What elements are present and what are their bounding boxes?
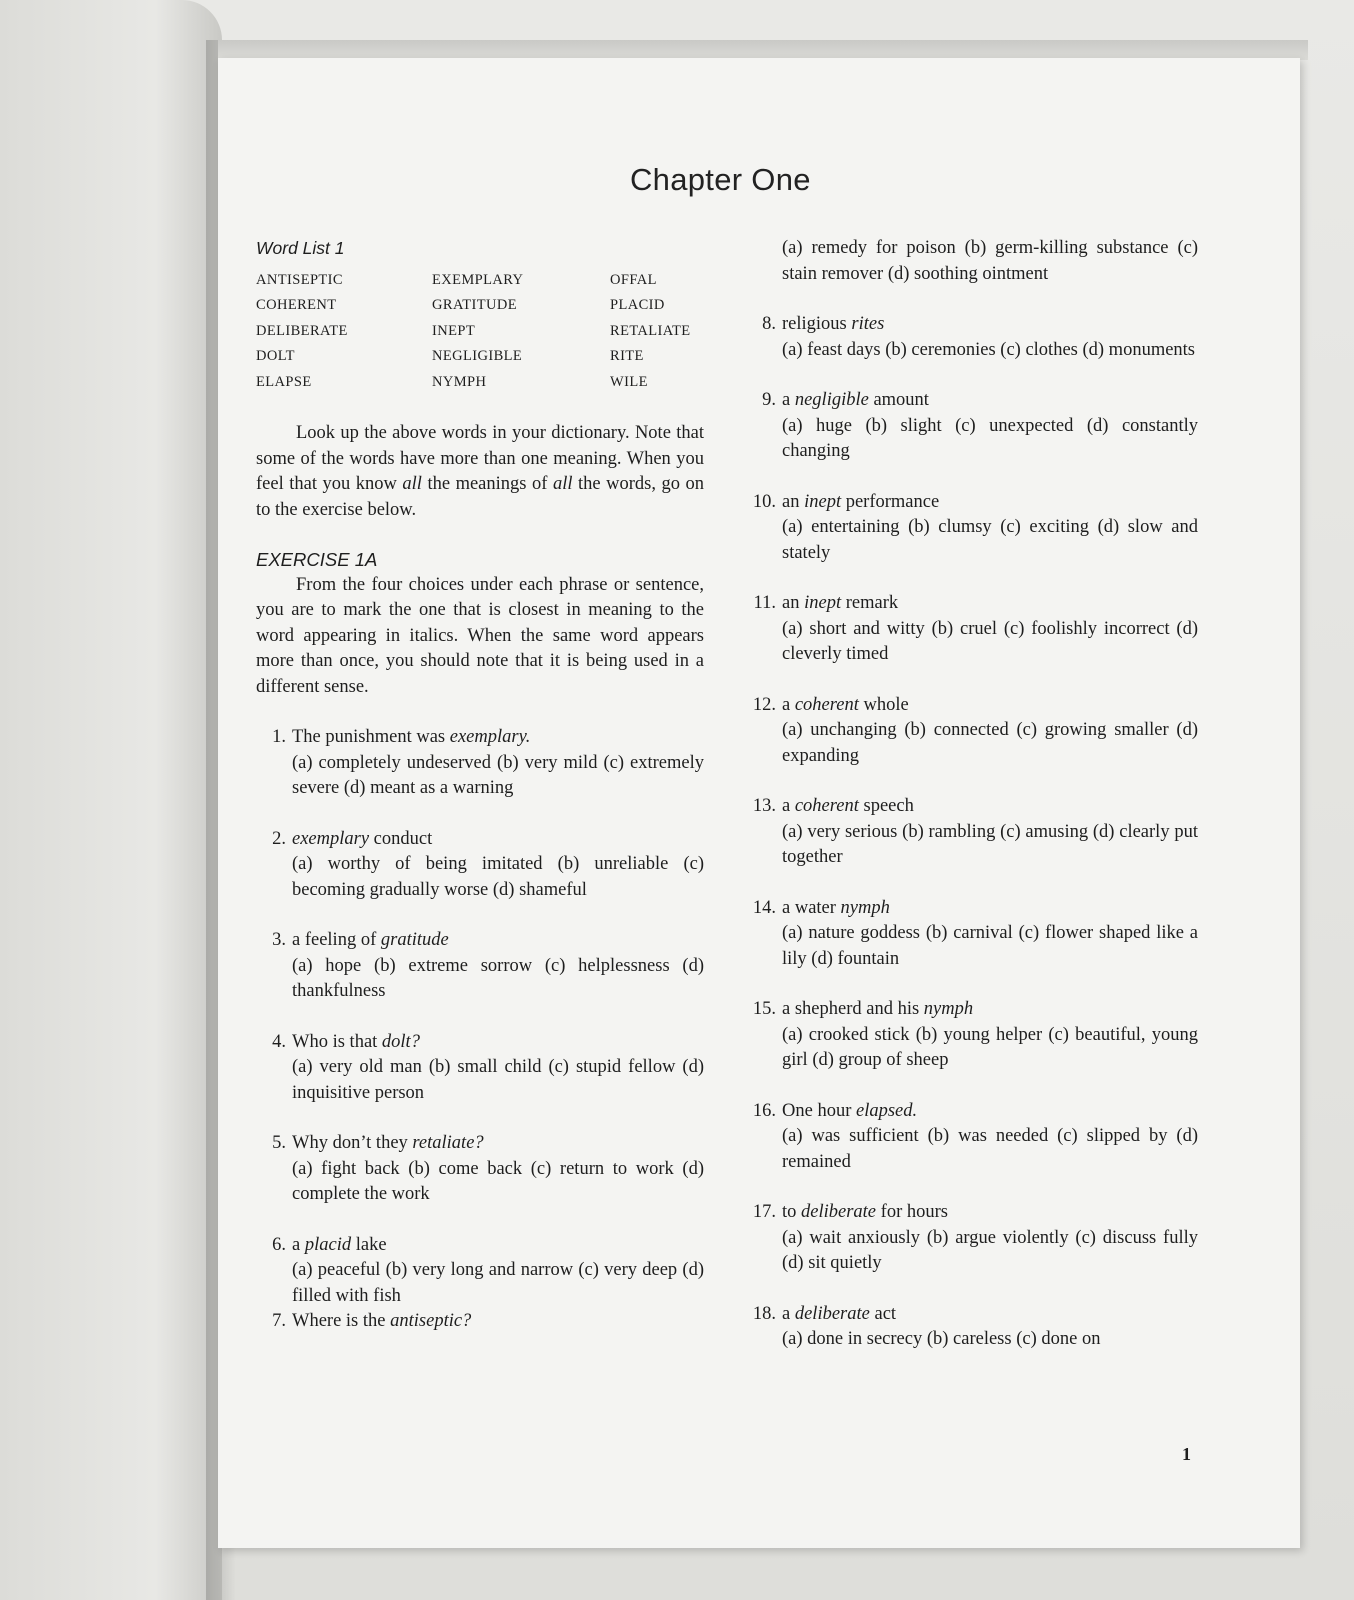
italic-vocab-word: gratitude [380, 930, 449, 950]
question-gap [746, 1175, 1198, 1200]
italic-vocab-word: inept [804, 593, 842, 613]
question-gap [746, 1353, 1198, 1378]
question-gap [746, 769, 1198, 794]
question-stem [782, 312, 1198, 338]
page-top-shadow [218, 40, 1308, 60]
stem-text: act [869, 1303, 897, 1324]
word-list-item: NEGLIGIBLE [432, 348, 523, 364]
right-column [746, 236, 1198, 1378]
question-item [746, 312, 1198, 363]
question-item [746, 236, 1198, 287]
question-number: 3. [272, 930, 286, 950]
question-stem [782, 388, 1198, 414]
question-number: 2. [272, 828, 286, 849]
answer-choices: (a) was sufficient (b) was needed (c) slipped by (d) remained [782, 1126, 1198, 1172]
answer-choices: (a) nature goddess (b) carnival (c) flower shaped like a lily (d) fountain [782, 923, 1198, 969]
question-stem [782, 1099, 1198, 1125]
word-list-grid [256, 268, 704, 396]
italic-vocab-word: negligible [794, 390, 869, 410]
stem-text: Where is the [292, 1311, 391, 1331]
question-number: 4. [272, 1031, 286, 1052]
chapter-title: Chapter One [630, 162, 811, 197]
question-item [256, 1030, 704, 1107]
question-item [746, 1099, 1198, 1176]
word-list-item: OFFAL [610, 271, 657, 288]
word-list-item: ELAPSE [256, 373, 312, 390]
stem-text: performance [841, 491, 940, 512]
question-item [746, 794, 1198, 871]
italic-vocab-word: placid [304, 1234, 352, 1255]
stem-text: The punishment was [292, 727, 450, 747]
italic-vocab-word: deliberate [801, 1202, 877, 1222]
question-item [746, 1302, 1198, 1353]
question-stem [782, 997, 1198, 1023]
stem-text: amount [868, 390, 929, 410]
stem-text: a water [782, 897, 841, 918]
question-stem [292, 1131, 704, 1157]
question-gap [746, 871, 1198, 896]
question-gap [256, 1106, 704, 1131]
italic-vocab-word: coherent [794, 694, 859, 715]
question-gap [746, 363, 1198, 388]
question-item [746, 591, 1198, 668]
emphasis: all [552, 474, 573, 494]
stem-text: Why don’t they [292, 1133, 413, 1153]
question-stem [782, 591, 1198, 617]
question-gap [256, 802, 704, 827]
question-gap [256, 1208, 704, 1233]
question-number: 13. [752, 796, 776, 816]
stem-text: to [782, 1202, 802, 1222]
intro-paragraph: Look up the above words in your dictionary. Note that some of the words have more than one meaning. When you feel that you know all the meanings of all the words, go on to the exercise below. [256, 423, 704, 520]
italic-vocab-word: inept [804, 491, 842, 512]
question-stem [292, 1309, 704, 1335]
answer-choices: (a) hope (b) extreme sorrow (c) helplessness (d) thankfulness [292, 955, 704, 1001]
question-item [746, 693, 1198, 770]
stem-text: Who is that [292, 1031, 382, 1052]
word-list-item: PLACID [610, 297, 665, 313]
italic-vocab-word: nymph [840, 897, 890, 918]
question-number: 9. [762, 390, 776, 410]
stem-text: a [292, 1234, 305, 1255]
question-stem [292, 827, 704, 853]
stem-text: an [782, 491, 805, 512]
word-list-item: DOLT [256, 348, 295, 364]
question-gap [256, 903, 704, 928]
answer-choices: (a) feast days (b) ceremonies (c) clothes (d) monuments [782, 339, 1196, 360]
answer-choices: (a) short and witty (b) cruel (c) foolishly incorrect (d) cleverly timed [782, 618, 1198, 664]
italic-vocab-word: nymph [923, 999, 974, 1019]
question-number: 10. [752, 491, 776, 512]
italic-vocab-word: retaliate? [412, 1133, 484, 1153]
left-column [256, 236, 704, 1360]
question-number: 7. [272, 1311, 286, 1331]
answer-choices: (a) worthy of being imitated (b) unreliable (c) becoming gradually worse (d) shameful [292, 854, 704, 900]
answer-choices: (a) very old man (b) small child (c) stupid fellow (d) inquisitive person [292, 1057, 704, 1103]
answer-choices: (a) completely undeserved (b) very mild (c) extremely severe (d) meant as a warning [292, 752, 704, 798]
question-list-right [746, 236, 1198, 1378]
word-list-item: INEPT [432, 322, 476, 339]
word-list-item: RITE [610, 348, 644, 364]
stem-text: religious [782, 314, 852, 334]
stem-text: a shepherd and his [782, 999, 924, 1019]
page-number: 1 [1182, 1444, 1191, 1464]
question-item [746, 896, 1198, 973]
question-stem [292, 725, 704, 751]
question-stem [292, 1233, 704, 1259]
question-number: 1. [272, 727, 286, 747]
stem-text: a [782, 390, 795, 410]
question-gap [746, 465, 1198, 490]
italic-vocab-word: exemplary [292, 828, 370, 849]
stem-text: a [782, 1303, 795, 1324]
question-gap [256, 1335, 704, 1360]
answer-choices: (a) wait anxiously (b) argue violently (c) discuss fully (d) sit quietly [782, 1227, 1198, 1273]
question-stem [782, 1302, 1198, 1328]
question-stem [782, 794, 1198, 820]
question-number: 14. [752, 897, 776, 918]
question-gap [746, 1074, 1198, 1099]
question-item [746, 388, 1198, 465]
question-number: 11. [753, 593, 776, 613]
word-list-item: RETALIATE [610, 322, 691, 339]
italic-vocab-word: elapsed. [855, 1100, 918, 1121]
question-stem [782, 490, 1198, 516]
stem-text: whole [858, 694, 909, 715]
question-stem [782, 1200, 1198, 1226]
stem-text: for hours [876, 1202, 948, 1222]
question-gap [746, 1277, 1198, 1302]
answer-choices: (a) unchanging (b) connected (c) growing smaller (d) expanding [782, 720, 1198, 766]
stem-text: conduct [369, 828, 433, 849]
question-stem [292, 1030, 704, 1056]
exercise-title: EXERCISE 1A [256, 549, 378, 570]
answer-choices: (a) peaceful (b) very long and narrow (c) very deep (d) filled with fish [292, 1260, 704, 1306]
word-list-item: ANTISEPTIC [256, 271, 343, 288]
italic-vocab-word: dolt? [381, 1031, 420, 1052]
question-number: 17. [752, 1202, 776, 1222]
question-list-left [256, 725, 704, 1360]
question-item [256, 1233, 704, 1310]
stem-text: lake [351, 1234, 387, 1255]
question-number: 5. [272, 1133, 286, 1153]
answer-choices: (a) entertaining (b) clumsy (c) exciting (d) slow and stately [782, 517, 1198, 563]
emphasis: all [402, 474, 422, 494]
word-list-item: WILE [610, 373, 648, 390]
italic-vocab-word: deliberate [794, 1303, 870, 1324]
word-list-item: GRATITUDE [432, 297, 517, 313]
question-number: 8. [762, 314, 776, 334]
question-number: 6. [272, 1234, 286, 1255]
question-gap [746, 972, 1198, 997]
stem-text: a [782, 796, 795, 816]
stem-text: a feeling of [292, 930, 381, 950]
stem-text: One hour [782, 1100, 856, 1121]
question-stem [782, 693, 1198, 719]
question-item [746, 490, 1198, 567]
italic-vocab-word: rites [851, 314, 885, 334]
answer-choices: (a) remedy for poison (b) germ-killing substance (c) stain remover (d) soothing ointment [782, 238, 1198, 284]
answer-choices: (a) fight back (b) come back (c) return to work (d) complete the work [292, 1158, 704, 1204]
question-item [256, 1131, 704, 1208]
question-number: 18. [752, 1303, 776, 1324]
italic-vocab-word: exemplary. [449, 727, 531, 747]
stem-text: speech [858, 796, 914, 816]
stem-text: an [782, 593, 805, 613]
question-item [256, 928, 704, 1005]
answer-choices: (a) huge (b) slight (c) unexpected (d) constantly changing [782, 415, 1198, 461]
question-item [746, 997, 1198, 1074]
word-list-item: DELIBERATE [256, 322, 348, 339]
question-gap [746, 566, 1198, 591]
question-stem [292, 928, 704, 954]
question-gap [746, 287, 1198, 312]
word-list-item: COHERENT [256, 297, 337, 313]
answer-choices: (a) very serious (b) rambling (c) amusing (d) clearly put together [782, 821, 1198, 867]
question-stem [782, 896, 1198, 922]
word-list-item: EXEMPLARY [432, 271, 524, 288]
italic-vocab-word: antiseptic? [390, 1311, 472, 1331]
word-list-title: Word List 1 [256, 238, 345, 258]
stem-text: a [782, 694, 795, 715]
question-number: 15. [752, 999, 776, 1019]
facing-page [0, 0, 222, 1600]
question-item [256, 725, 704, 802]
answer-choices: (a) done in secrecy (b) careless (c) done on [782, 1329, 1101, 1349]
question-number: 12. [752, 694, 776, 715]
exercise-instructions: From the four choices under each phrase or sentence, you are to mark the one that is closest in meaning to the word appearing in italics. When the same word appears more than once, you should note that it is being used in a different sense. [256, 574, 704, 697]
question-item [256, 827, 704, 904]
answer-choices: (a) crooked stick (b) young helper (c) beautiful, young girl (d) group of sheep [782, 1024, 1198, 1070]
question-number: 16. [752, 1100, 776, 1121]
question-item [256, 1309, 704, 1335]
word-list-item: NYMPH [432, 373, 487, 390]
question-gap [746, 668, 1198, 693]
question-item [746, 1200, 1198, 1277]
stem-text: remark [841, 593, 899, 613]
question-gap [256, 1005, 704, 1030]
italic-vocab-word: coherent [794, 796, 859, 816]
